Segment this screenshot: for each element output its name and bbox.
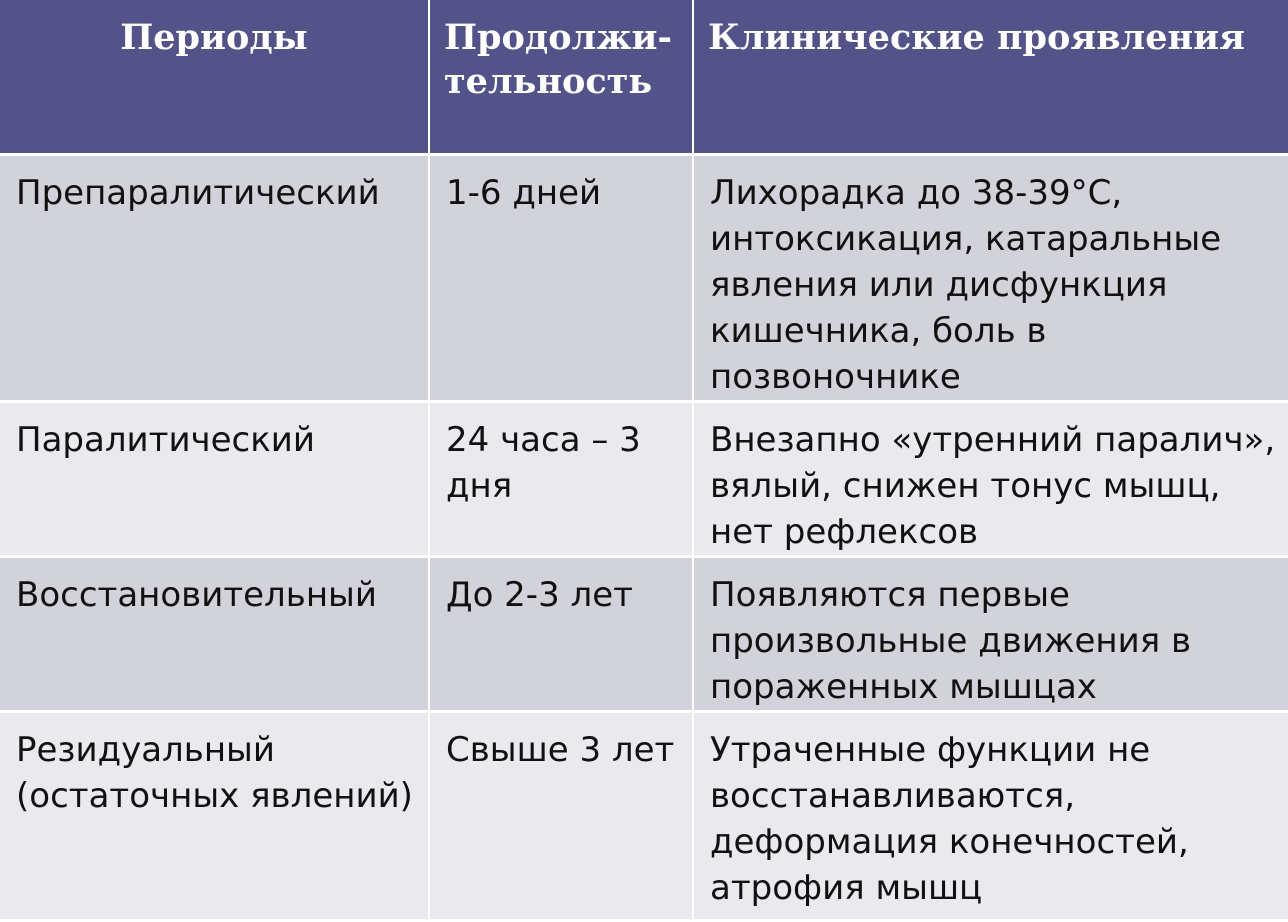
cell-manifestations bbox=[694, 156, 1288, 403]
cell-text: вялый, снижен тонус мышц, bbox=[710, 466, 1221, 506]
table-row bbox=[0, 156, 1288, 403]
cell-text: произвольные движения в bbox=[710, 621, 1192, 661]
cell-manifestations bbox=[694, 403, 1288, 558]
header-text: Продолжи- bbox=[444, 17, 673, 58]
header-periods bbox=[0, 0, 430, 156]
cell-text: интоксикация, катаральные bbox=[710, 219, 1222, 259]
cell-text: Свыше 3 лет bbox=[446, 730, 675, 770]
header-text: Клинические проявления bbox=[708, 17, 1245, 58]
table-row bbox=[0, 558, 1288, 713]
cell-text: позвоночнике bbox=[710, 357, 961, 397]
cell-text: Лихорадка до 38-39°С, bbox=[710, 173, 1123, 213]
header-row bbox=[0, 0, 1288, 156]
cell-duration bbox=[430, 403, 694, 558]
header-manifestations bbox=[694, 0, 1288, 156]
cell-text: Восстановительный bbox=[16, 575, 377, 615]
cell-period bbox=[0, 558, 430, 713]
cell-text: Утраченные функции не bbox=[710, 730, 1151, 770]
cell-text: нет рефлексов bbox=[710, 512, 979, 552]
cell-text: кишечника, боль в bbox=[710, 311, 1047, 351]
cell-period bbox=[0, 403, 430, 558]
cell-duration bbox=[430, 558, 694, 713]
table-row bbox=[0, 713, 1288, 922]
cell-text: Появляются первые bbox=[710, 575, 1070, 615]
cell-text: (остаточных явлений) bbox=[16, 776, 413, 816]
cell-manifestations bbox=[694, 713, 1288, 922]
cell-period bbox=[0, 713, 430, 922]
cell-text: До 2-3 лет bbox=[446, 575, 633, 615]
cell-manifestations bbox=[694, 558, 1288, 713]
cell-text: Внезапно «утренний паралич», bbox=[710, 420, 1276, 460]
cell-text: дня bbox=[446, 466, 513, 506]
header-text: Периоды bbox=[120, 17, 308, 58]
cell-text: 1-6 дней bbox=[446, 173, 602, 213]
cell-text: деформация конечностей, bbox=[710, 822, 1189, 862]
cell-text: Паралитический bbox=[16, 420, 315, 460]
cell-duration bbox=[430, 156, 694, 403]
cell-text: Препаралитический bbox=[16, 173, 380, 213]
cell-text: явления или дисфункция bbox=[710, 265, 1168, 305]
cell-text: восстанавливаются, bbox=[710, 776, 1076, 816]
cell-period bbox=[0, 156, 430, 403]
cell-text: пораженных мышцах bbox=[710, 667, 1097, 707]
cell-text: Резидуальный bbox=[16, 730, 276, 770]
header-text: тельность bbox=[444, 61, 653, 102]
table-row bbox=[0, 403, 1288, 558]
cell-text: атрофия мышц bbox=[710, 868, 983, 908]
cell-duration bbox=[430, 713, 694, 922]
cell-text: 24 часа – 3 bbox=[446, 420, 641, 460]
header-duration bbox=[430, 0, 694, 156]
